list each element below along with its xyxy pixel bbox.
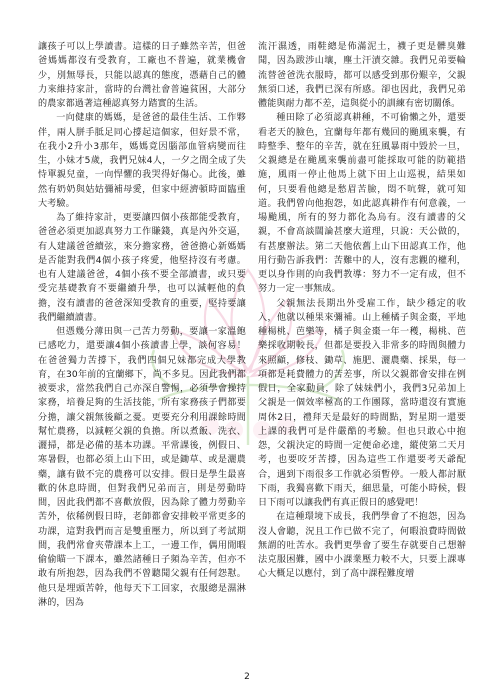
paragraph: 但憑幾分薄田與一己苦力勞動，要讓一家溫飽已感吃力，還要讓4個小孩讀書上學，談何容易！在爸爸獨力苦撐下，我們四個兄妹都完成大學教育，在30年前的宜蘭鄉下，尚不多見。因此我們都被要求，當然我們自己亦深自警惕，必須學會操持家務，培養足夠的生活技能，所有家務孩子們都要分擔，讓父親無後顧之憂。更要充分利用課餘時間幫忙農務，以減輕父親的負擔。所以煮飯、洗衣、灑掃，都是必備的基本功課。平常課後，例假日、寒暑假，也都必須上山下田，或是鋤草、或是灑農藥，讓有做不完的農務可以安排。假日是學生最喜歡的休息時間，但對我們兄弟而言，則是勞動時間，因此我們都不喜歡放假，因為除了體力勞動辛苦外，依稀例假日時，老師都會安排較平常更多的功課，這對我們而言是雙重壓力，所以到了考試期間，我們常會夾帶課本上工，一邊工作，偶用閒暇偷偷瞄一下課本，雖然諸種日子頻為辛苦，但亦不敢有所抱怨，因為我們不曾聽聞父親有任何怨懟。他只是埋頭苦幹，他每天下工回家，衣服總是濕淋淋的，因為 — [38, 327, 246, 608]
paragraph: 在這種環境下成長，我們學會了不抱怨，因為沒人會聽，況且工作已做不完了，何暇浪費時間做無謂的吐苦水。我們更學會了要生存就要自己想辦法克服困難，國中小課業壓力較不大，只要上課專心大概足以應付，到了高中課程難度增 — [258, 512, 466, 580]
paragraph: 種田除了必須認真耕種，不可偷懶之外，還要看老天的臉色，宜蘭每年都有幾回的颱風來襲，有時整季、整年的辛苦，就在狂風暴雨中毀於一旦，父親總是在颱風來襲前盡可能採取可能的防範措施，風雨一停止他馬上就下田上山巡視，結果如何，只要看他總是愁眉苦臉，悶不吭聲，就可知道。我們曾向他抱怨，如此認真耕作有何意義，一場颱風，所有的努力都化為烏有。沒有讀書的父親，不會高談闊論甚麼大道理，只說：天公做的，有甚麼辦法。第二天他依舊上山下田認真工作，他用行動告訴我們：苦難中的人，沒有悲觀的權利，更以身作則的向我們教導：努力不一定有成，但不努力一定一事無成。 — [258, 113, 466, 295]
paragraph: 為了維持家計，更要讓四個小孩都能受教育，爸爸必須更加認真努力工作賺錢，真是內外交逼，有人建議爸爸續弦，來分擔家務，爸爸擔心新媽媽是否能對我們4個小孩子疼愛，他堅持沒有考慮。也有人建議爸爸，4個小孩不要全部讀書，或只要受完基礎教育不要繼續升學，也可以減輕他的負擔，沒有讀書的爸爸深知受教育的重要，堅持要讓我們繼續讀書。 — [38, 213, 246, 323]
paragraph: 父親無法長期出外受雇工作，缺少穩定的收入，他就以種果來彌補。山上種橘子與金棗，平地種楊桃、芭樂等，橘子與金棗一年一穫，楊桃、芭樂採收期較長，但都是要投入非常多的時間與體力來照顧，修枝、鋤草、施肥、灑農藥、採果，每一項都是耗費體力的苦差事，所以父親都會安排在例假日，全家動員，除了妹妹們小，我們3兄弟加上父親是一個效率極高的工作團隊，當時還沒有實施周休2日，禮拜天是最好的時間點，對星期一還要上課的我們可是件嚴酷的考驗。但也只敢心中抱怨，父親決定的時間一定便命必達，縱使第二天月考，也要咬牙苦撐，因為這些工作還要考天爺配合，遇到下雨很多工作就必須暫停。一般人都討厭下雨，我獨喜歡下雨天，細思量，可能小時候，假日下雨可以讓我們有真正假日的感覺吧！ — [258, 298, 466, 508]
left-text-column — [38, 40, 246, 610]
paragraph: 讓孩子可以上學讀書。這樣的日子雖然辛苦，但爸爸媽媽都沒有受教育，工廠也不普遍，就業機會少，別無辱長，只能以認真的態度，憑藉自己的體力來維持家計，當時的台灣社會普遍貧困，大部分的農家都過著這種認真努力踏實的生活。 — [38, 42, 246, 109]
page-number: 2 — [244, 672, 250, 682]
paragraph: 一向健康的媽媽，是爸爸的最佳生活、工作夥伴，兩人胼手胝足同心撐起這個家，但好景不常，在我小2升小3那年，媽媽竟因腦部血管病變而往生，小妹才5歲，我們兄妹4人，一夕之間全成了失恃單親兒童，一向悍懼的我哭得好傷心。此後，雖然有奶奶與姑姑彌補母愛，但家中經濟頓時面臨重大考驗。 — [38, 113, 246, 209]
right-text-column — [258, 40, 466, 582]
paragraph: 流汗濕透，雨鞋總是佈滿泥土，襪子更是髒臭難聞，因為跋涉山壤，塵土汗漬交雜。我們兄弟要輪流替爸爸洗衣服時，都可以感受到那份艱辛，父親無須口述，我們已深有所感。卻也因此，我們兄弟體能與耐力都不差，這與從小的訓練有密切關係。 — [258, 42, 466, 109]
